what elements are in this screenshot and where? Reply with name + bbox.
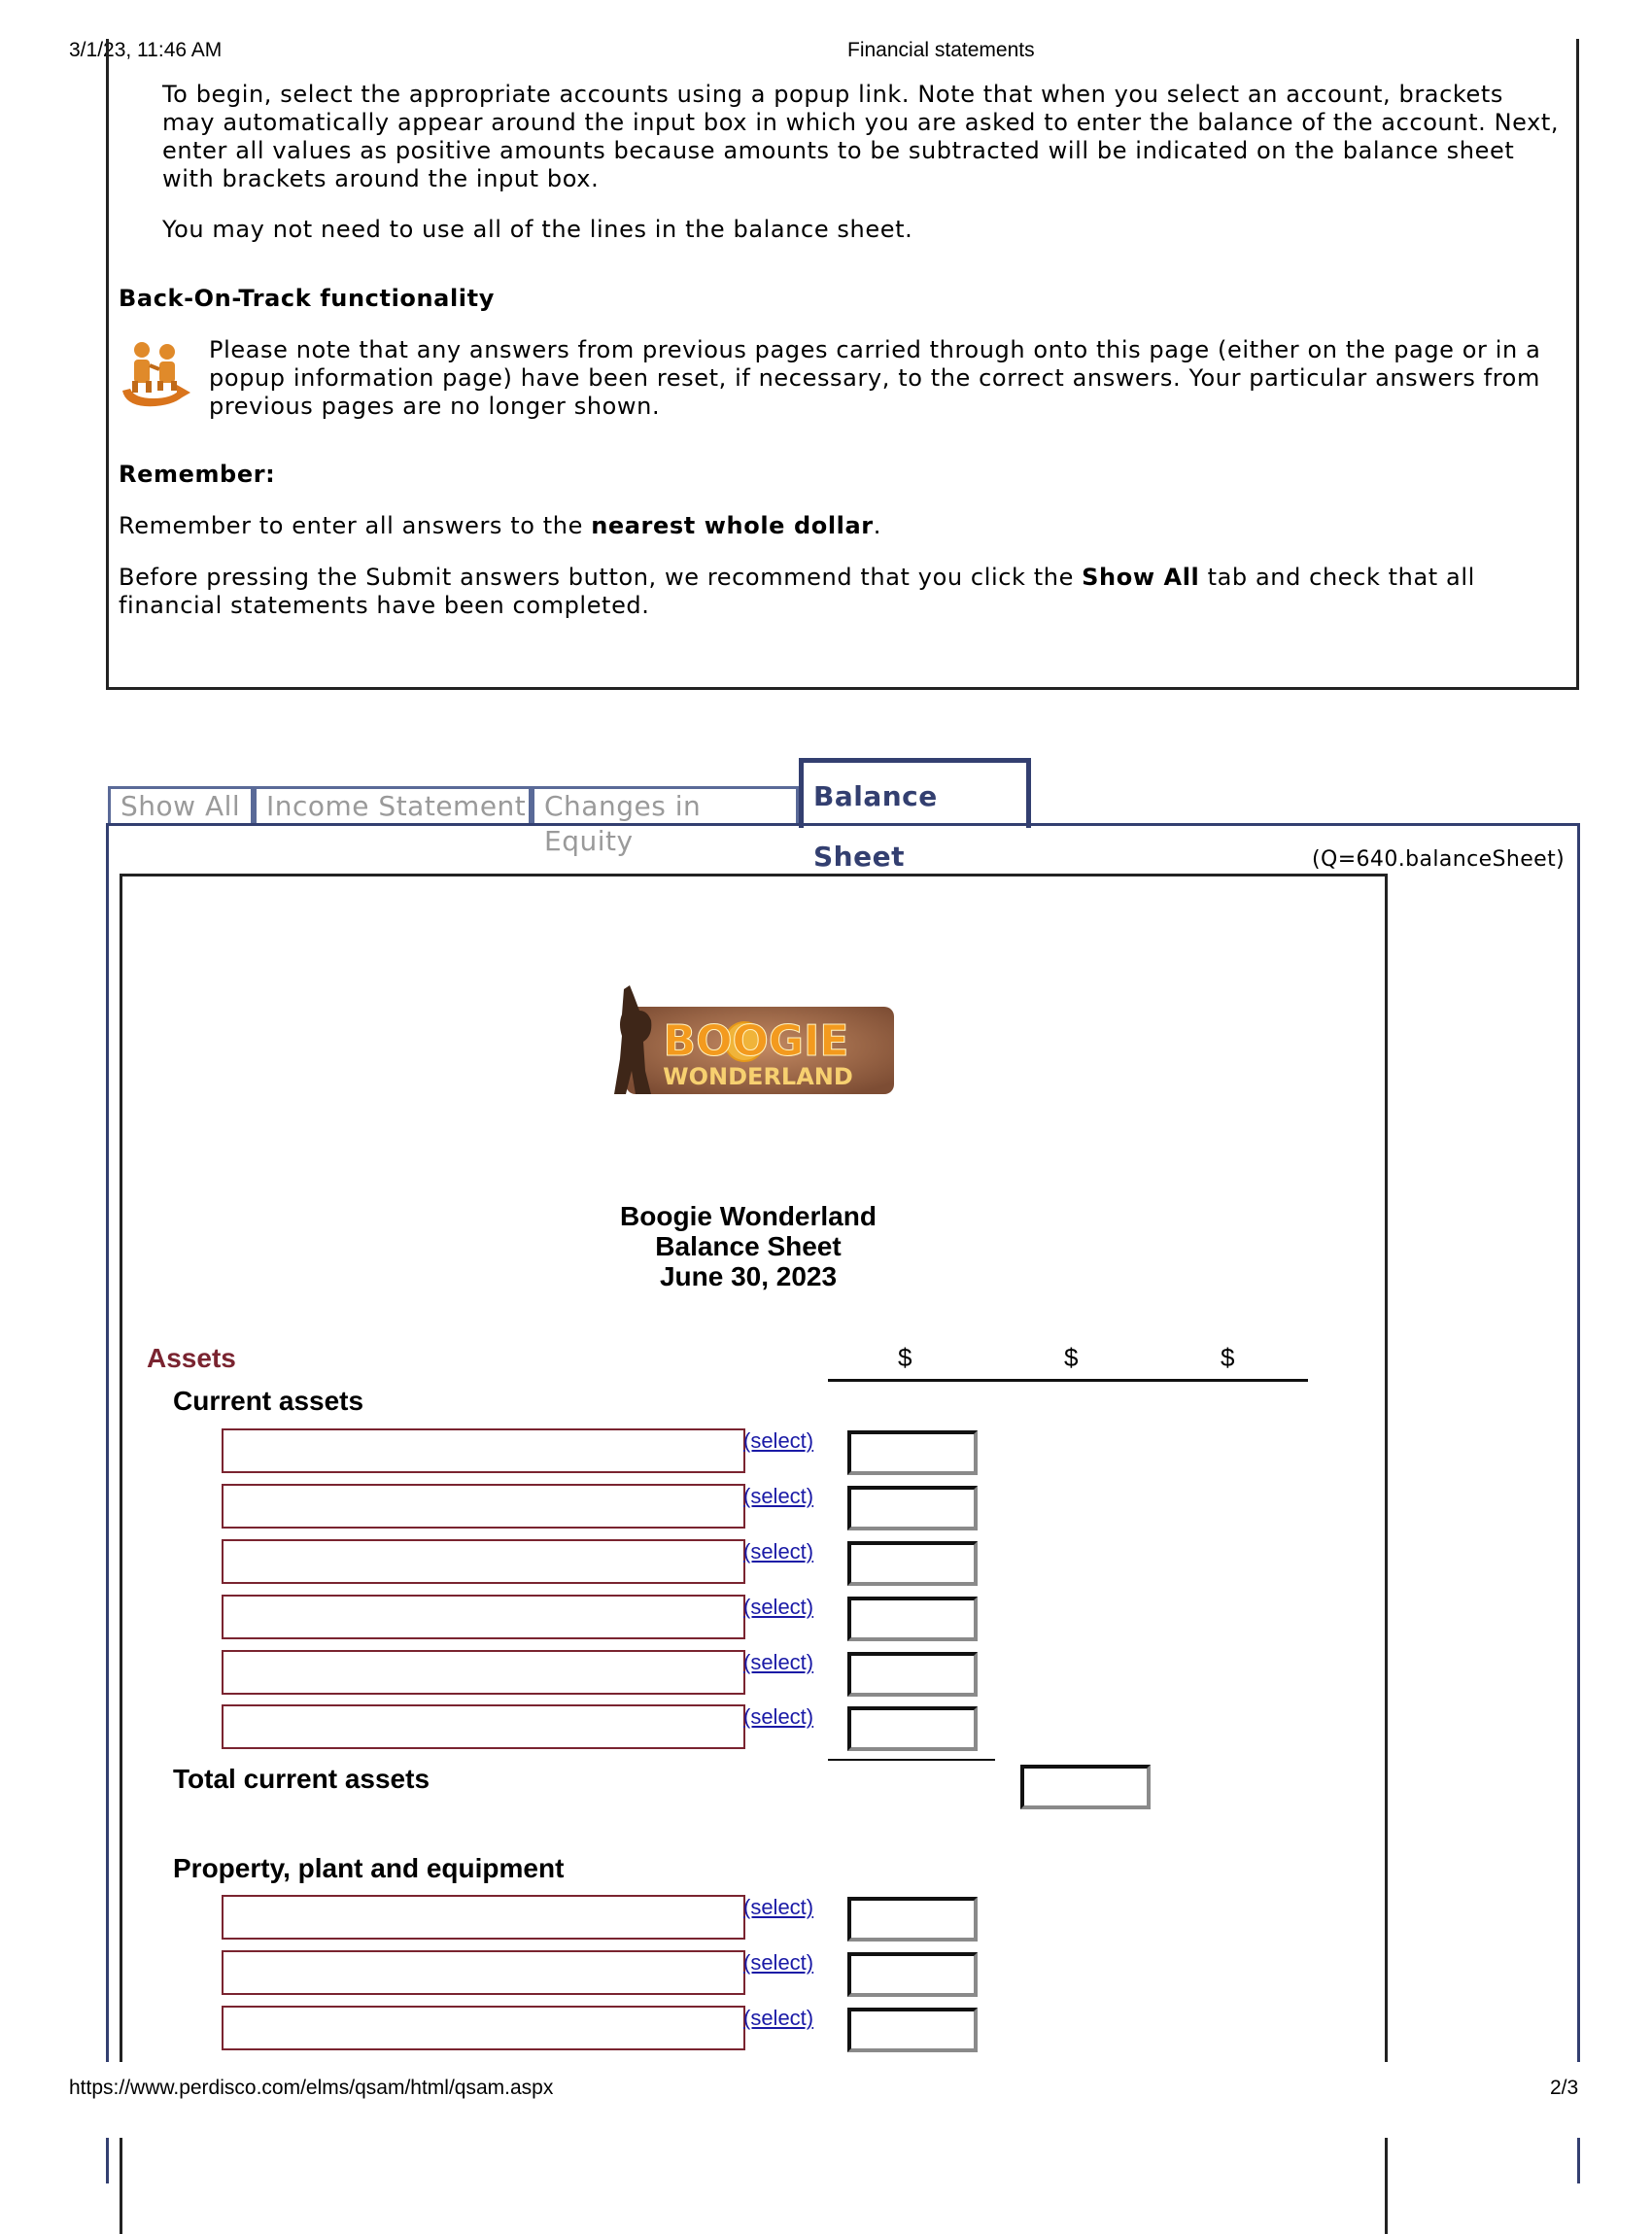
- ppe-amount-field[interactable]: [847, 1897, 978, 1942]
- back-on-track-heading: Back-On-Track functionality: [119, 285, 495, 312]
- select-account-link[interactable]: (select): [743, 1595, 814, 1619]
- select-account-link[interactable]: (select): [743, 1484, 814, 1508]
- current-asset-account-field[interactable]: [222, 1428, 745, 1473]
- current-asset-amount-field[interactable]: [847, 1430, 978, 1475]
- tab-income-statement[interactable]: Income Statement: [254, 786, 532, 825]
- ppe-account-field[interactable]: [222, 2006, 745, 2050]
- current-asset-amount-field[interactable]: [847, 1541, 978, 1586]
- back-on-track-icon: [117, 334, 192, 410]
- total-current-assets-field[interactable]: [1020, 1765, 1151, 1809]
- statement-date: June 30, 2023: [659, 1261, 838, 1291]
- statement-title: Balance Sheet: [655, 1231, 842, 1261]
- select-account-link[interactable]: (select): [743, 2006, 814, 2030]
- current-asset-account-field[interactable]: [222, 1595, 745, 1639]
- current-asset-amount-field[interactable]: [847, 1486, 978, 1530]
- question-id: (Q=640.balanceSheet): [1312, 847, 1566, 872]
- current-asset-amount-field[interactable]: [847, 1652, 978, 1697]
- remember-heading: Remember:: [119, 461, 276, 488]
- print-url: https://www.perdisco.com/elms/qsam/html/qsam.aspx: [69, 2077, 554, 2099]
- print-timestamp: 3/1/23, 11:46 AM: [69, 39, 223, 61]
- subtotal-rule: [828, 1759, 995, 1761]
- currency-header-3: $: [1221, 1343, 1235, 1372]
- footer-mask: [0, 2062, 1652, 2138]
- print-page-title: Financial statements: [847, 39, 1035, 61]
- select-account-link[interactable]: (select): [743, 1950, 814, 1975]
- currency-header-rule: [828, 1379, 1308, 1382]
- select-account-link[interactable]: (select): [743, 1650, 814, 1674]
- select-account-link[interactable]: (select): [743, 1428, 814, 1453]
- balance-sheet-heading: [602, 1201, 894, 1291]
- select-account-link[interactable]: (select): [743, 1539, 814, 1564]
- tab-changes-in-equity[interactable]: Changes in Equity: [532, 786, 799, 825]
- back-on-track-text: Please note that any answers from previous pages carried through onto this page (either on the page or in a popup information page) have been reset, if necessary, to the correct answers. Your particular answers from previous pages are no longer shown.: [209, 336, 1541, 420]
- total-current-assets-label: Total current assets: [173, 1764, 430, 1794]
- logo-word-2: WONDERLAND: [663, 1063, 853, 1090]
- assets-label: Assets: [147, 1343, 236, 1373]
- select-account-link[interactable]: (select): [743, 1704, 814, 1729]
- currency-header-1: $: [898, 1343, 912, 1372]
- tab-balance-sheet[interactable]: Balance Sheet: [799, 758, 1031, 828]
- current-asset-account-field[interactable]: [222, 1484, 745, 1529]
- tab-show-all[interactable]: Show All: [108, 786, 254, 825]
- currency-header-2: $: [1064, 1343, 1079, 1372]
- ppe-amount-field[interactable]: [847, 1952, 978, 1997]
- select-account-link[interactable]: (select): [743, 1895, 814, 1919]
- ppe-account-field[interactable]: [222, 1895, 745, 1940]
- current-asset-account-field[interactable]: [222, 1704, 745, 1749]
- ppe-account-field[interactable]: [222, 1950, 745, 1995]
- print-page-indicator: 2/3: [1550, 2077, 1579, 2099]
- current-asset-amount-field[interactable]: [847, 1597, 978, 1641]
- logo-word-1: BOOGIE: [663, 1016, 849, 1066]
- instructions-paragraph-1: To begin, select the appropriate accounts using a popup link. Note that when you select an account, brackets may automatically appear around the input box in which you are asked to enter the balance of the account. Next, enter all values as positive amounts because amounts to be subtracted will be indicated on the balance sheet with brackets around the input box.: [162, 81, 1560, 192]
- current-asset-amount-field[interactable]: [847, 1706, 978, 1751]
- current-asset-account-field[interactable]: [222, 1650, 745, 1695]
- submit-recommendation-text: Before pressing the Submit answers button, we recommend that you click the Show All tab and check that all financial statements have been completed.: [119, 564, 1475, 619]
- boogie-wonderland-logo: [601, 981, 897, 1096]
- current-assets-label: Current assets: [173, 1386, 364, 1416]
- remember-text: Remember to enter all answers to the nearest whole dollar.: [119, 512, 881, 539]
- ppe-label: Property, plant and equipment: [173, 1853, 565, 1883]
- instructions-paragraph-2: You may not need to use all of the lines in the balance sheet.: [162, 216, 913, 243]
- ppe-amount-field[interactable]: [847, 2008, 978, 2052]
- company-name: Boogie Wonderland: [620, 1201, 877, 1231]
- current-asset-account-field[interactable]: [222, 1539, 745, 1584]
